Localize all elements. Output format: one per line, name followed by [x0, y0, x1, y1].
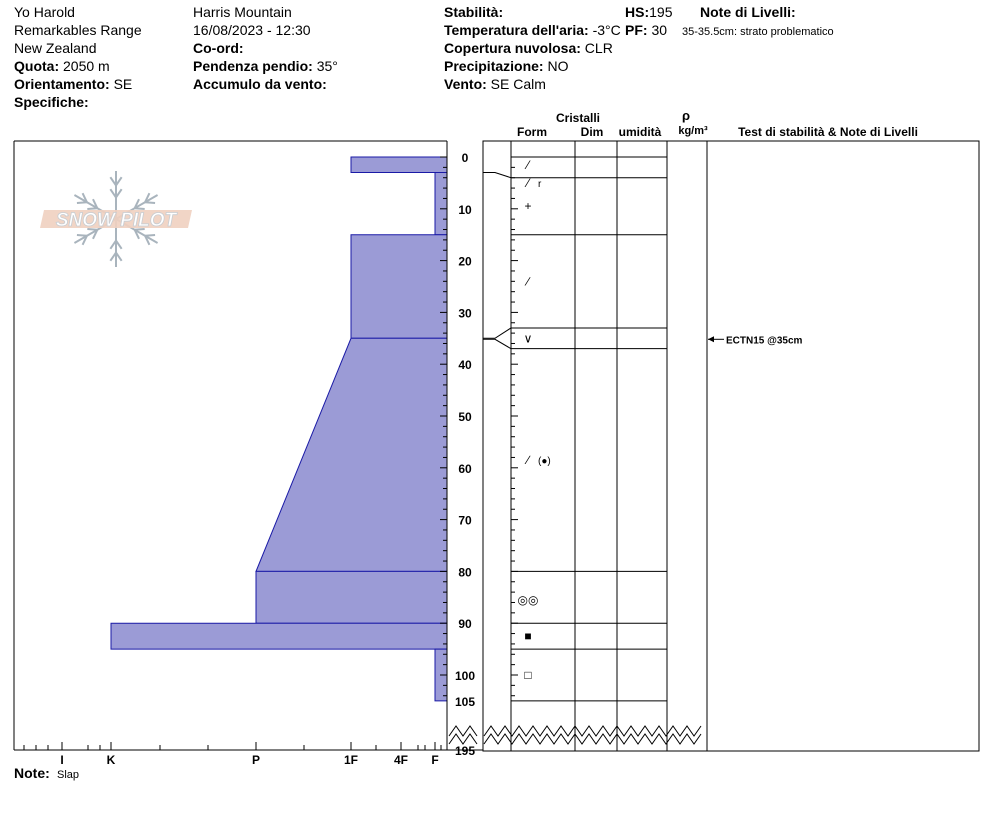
stability-label: Stabilità: — [444, 4, 504, 20]
depth-tick-label: 80 — [458, 565, 472, 580]
grain-form-symbol: ∕ — [526, 453, 530, 468]
hardness-layer — [256, 571, 447, 623]
depth-tick-label: 0 — [461, 151, 469, 165]
layer-note: 35-35.5cm: strato problematico — [682, 26, 834, 38]
grain-form-symbol: + — [524, 199, 532, 214]
country-name: New Zealand — [14, 40, 97, 56]
note-label: Note: — [14, 765, 50, 781]
snowflake-branch — [77, 202, 87, 203]
grain-form-suffix: r — [538, 178, 542, 190]
hardness-tick-label: I — [60, 753, 64, 767]
slope-label: Pendenza pendio: — [193, 58, 313, 74]
depth-tick-label: 90 — [458, 617, 472, 632]
break-zigzag — [484, 734, 701, 744]
depth-tick-label: 100 — [454, 669, 476, 683]
grain-form-symbol: ∨ — [523, 331, 533, 346]
layer-connector — [483, 328, 511, 338]
tests-header: Test di stabilità & Note di Livelli — [738, 125, 918, 139]
coord-label: Co-ord: — [193, 40, 244, 56]
hardness-layer — [435, 173, 447, 235]
hardness-layer — [351, 235, 447, 339]
observation-datetime: 16/08/2023 - 12:30 — [193, 22, 311, 38]
density-header: kg/m³ — [678, 125, 708, 137]
grain-form-symbol: ⁄ — [526, 157, 530, 172]
hardness-tick-label: 1F — [343, 753, 359, 767]
depth-tick-label: 105 — [454, 694, 476, 709]
cloud-label: Copertura nuvolosa: — [444, 40, 581, 56]
stability-test-label: ECTN15 @35cm — [726, 335, 803, 347]
grain-form-symbol: ◎◎ — [517, 592, 539, 607]
grain-form-symbol: ■ — [524, 629, 532, 644]
depth-tick-label: 70 — [458, 513, 472, 528]
location-name: Harris Mountain — [193, 4, 292, 20]
grain-form-suffix: (●) — [538, 456, 551, 468]
depth-tick-label: 60 — [458, 461, 472, 476]
moisture-header: umidità — [618, 125, 662, 139]
snowpilot-logo — [40, 171, 192, 267]
hardness-tick-label: 4F — [393, 753, 409, 767]
rho-header: ρ — [681, 108, 691, 123]
snowflake-branch — [87, 208, 97, 209]
grain-form-symbol: ⁄ — [526, 175, 530, 190]
precip-label: Precipitazione: — [444, 58, 544, 74]
depth-tick-label: 20 — [458, 254, 472, 269]
stability-test-marker — [708, 335, 803, 346]
elevation-label: Quota: — [14, 58, 60, 74]
layer-connector — [483, 173, 511, 178]
slope-value: 35° — [316, 58, 338, 74]
hardness-tick-label: F — [431, 753, 439, 767]
aspect-value: SE — [113, 76, 133, 92]
crystal-table-frame — [483, 141, 979, 751]
aspect-label: Orientamento: — [14, 76, 110, 92]
break-zigzag — [484, 726, 701, 736]
depth-axis — [440, 151, 518, 758]
hs-value: 195 — [649, 4, 673, 20]
logo-text: SNOW PILOT — [55, 210, 177, 231]
wind-loading-label: Accumulo da vento: — [193, 76, 327, 92]
observer-name: Yo Harold — [14, 4, 75, 20]
precip-value: NO — [547, 58, 569, 74]
pf-value: 30 — [651, 22, 668, 38]
snowflake-branch — [135, 208, 145, 209]
hardness-layer — [351, 157, 447, 173]
elevation-value: 2050 m — [63, 58, 110, 74]
hardness-tick-label: P — [251, 753, 261, 767]
hardness-tick-label: K — [106, 753, 116, 767]
form-header: Form — [517, 125, 547, 139]
layer-notes-label: Note di Livelli: — [700, 4, 796, 20]
depth-tick-label: 10 — [458, 202, 472, 217]
note-text: Slap — [57, 769, 80, 781]
cloud-value: CLR — [584, 40, 613, 56]
depth-tick-label: 40 — [458, 358, 472, 373]
specifics-label: Specifiche: — [14, 94, 89, 110]
grain-forms — [518, 158, 551, 682]
snowflake-branch — [145, 202, 155, 203]
layer-connector — [483, 339, 511, 348]
depth-break-label: 195 — [454, 744, 476, 758]
wind-value: SE Calm — [490, 76, 546, 92]
hardness-layer — [111, 623, 447, 649]
hardness-axis — [24, 742, 441, 767]
wind-label: Vento: — [444, 76, 487, 92]
depth-tick-label: 30 — [458, 306, 472, 321]
hardness-layer — [256, 338, 447, 571]
size-header: Dim — [580, 125, 604, 139]
air-temp-label: Temperatura dell'aria: — [444, 22, 589, 38]
pf-label: PF: — [625, 22, 648, 38]
grain-form-symbol: □ — [524, 668, 532, 682]
hardness-profile — [111, 157, 447, 701]
hs-label: HS: — [625, 4, 650, 20]
range-name: Remarkables Range — [14, 22, 142, 38]
snowflake-branch — [77, 235, 87, 236]
break-zigzag — [449, 726, 477, 736]
air-temp-value: -3°C — [592, 22, 621, 38]
snowflake-branch — [145, 235, 155, 236]
grain-form-symbol: ∕ — [526, 274, 530, 289]
arrow-head-icon — [708, 336, 714, 342]
depth-tick-label: 50 — [458, 410, 472, 424]
crystals-header: Cristalli — [555, 111, 601, 125]
